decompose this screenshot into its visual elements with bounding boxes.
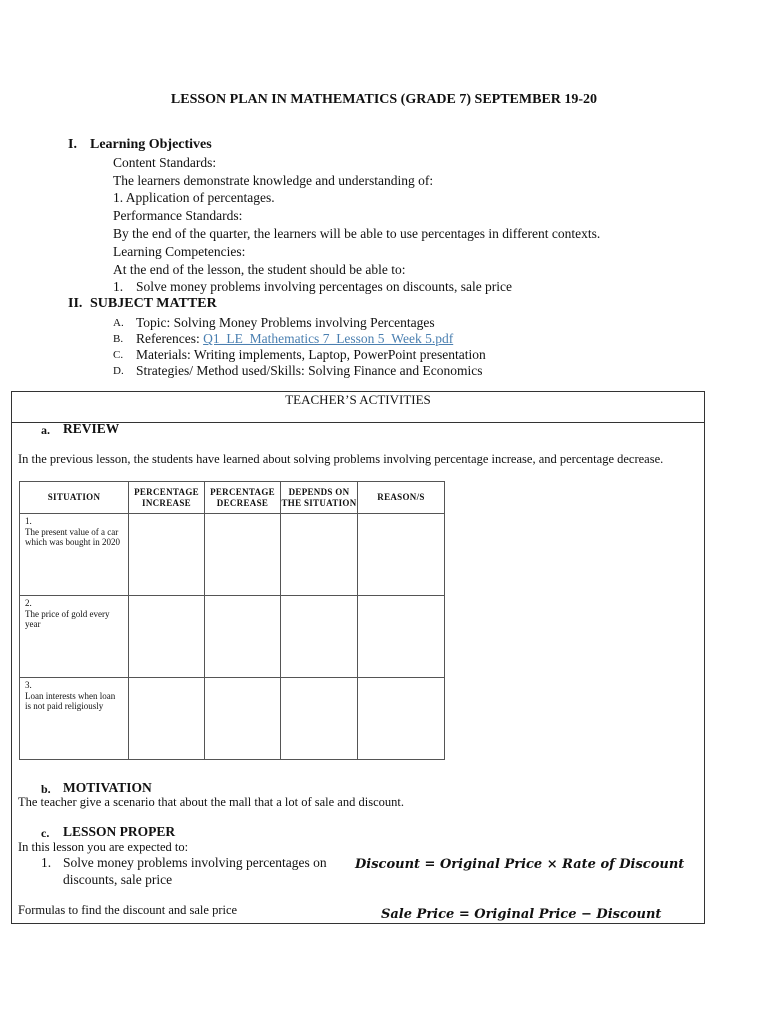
subject-item-references — [136, 331, 453, 347]
situation-cell — [20, 678, 129, 760]
objective-line: Performance Standards: — [113, 208, 243, 223]
table-row — [20, 596, 445, 678]
answer-cell[interactable] — [129, 514, 205, 596]
answer-cell[interactable] — [281, 596, 358, 678]
objective-line: 1. Application of percentages. — [113, 190, 275, 205]
objective-line: The learners demonstrate knowledge and understanding of: — [113, 173, 434, 188]
answer-cell[interactable] — [358, 678, 445, 760]
column-header-percentage-decrease: PERCENTAGE DECREASE — [205, 482, 281, 514]
situation-text: The present value of a car which was bought in 2020 — [25, 526, 120, 547]
review-table — [19, 481, 445, 760]
column-header-situation: SITUATION — [20, 482, 129, 514]
answer-cell[interactable] — [281, 678, 358, 760]
references-label: References: — [136, 331, 204, 346]
row-number: 3. — [25, 680, 32, 690]
situation-cell — [20, 514, 129, 596]
subject-item-letter: B. — [113, 333, 124, 345]
discount-formula: Discount = Original Price × Rate of Discount — [355, 857, 685, 872]
objective-line: At the end of the lesson, the student should be able to: — [113, 262, 406, 277]
motivation-heading: MOTIVATION — [63, 780, 152, 795]
lesson-item-line: Solve money problems involving percentages on — [63, 855, 327, 870]
document-title: LESSON PLAN IN MATHEMATICS (GRADE 7) SEPTEMBER 19-20 — [170, 92, 598, 107]
answer-cell[interactable] — [205, 514, 281, 596]
section-1-heading: Learning Objectives — [90, 137, 212, 152]
motivation-letter: b. — [41, 782, 51, 796]
table-row — [20, 678, 445, 760]
references-link[interactable]: Q1_LE_Mathematics 7_Lesson 5_Week 5.pdf — [203, 331, 454, 346]
sale-price-formula: Sale Price = Original Price − Discount — [381, 907, 662, 922]
objective-line: Content Standards: — [113, 155, 217, 170]
motivation-text: The teacher give a scenario that about the mall that a lot of sale and discount. — [18, 795, 404, 809]
lesson-proper-letter: c. — [41, 826, 50, 840]
subject-item-materials: Materials: Writing implements, Laptop, PowerPoint presentation — [136, 347, 486, 362]
subject-item-letter: C. — [113, 349, 124, 361]
answer-cell[interactable] — [281, 514, 358, 596]
column-header-reasons: REASON/S — [358, 482, 445, 514]
situation-cell — [20, 596, 129, 678]
activities-header: TEACHER’S ACTIVITIES — [11, 391, 705, 423]
subject-item-strategies: Strategies/ Method used/Skills: Solving Finance and Economics — [136, 363, 483, 378]
objective-line: By the end of the quarter, the learners will be able to use percentages in different contexts. — [113, 226, 601, 241]
competency-text: Solve money problems involving percentages on discounts, sale price — [136, 279, 513, 294]
row-number: 2. — [25, 598, 32, 608]
section-2-number: II. — [68, 296, 83, 311]
row-number: 1. — [25, 516, 32, 526]
answer-cell[interactable] — [129, 596, 205, 678]
review-letter: a. — [41, 423, 50, 437]
subject-item-letter: A. — [113, 317, 124, 329]
column-header-depends: DEPENDS ON THE SITUATION — [281, 482, 358, 514]
competency-number: 1. — [113, 279, 124, 294]
subject-item-topic: Topic: Solving Money Problems involving Percentages — [136, 315, 435, 330]
lesson-item-line: discounts, sale price — [63, 872, 173, 887]
lesson-proper-intro: In this lesson you are expected to: — [18, 840, 189, 854]
answer-cell[interactable] — [205, 678, 281, 760]
subject-item-letter: D. — [113, 365, 124, 377]
table-row — [20, 514, 445, 596]
formulas-label: Formulas to find the discount and sale price — [18, 903, 238, 917]
objective-line: Learning Competencies: — [113, 244, 246, 259]
situation-text: The price of gold every year — [25, 608, 110, 629]
review-text: In the previous lesson, the students have learned about solving problems involving percentage increase, and percentage decrease. — [18, 452, 664, 466]
section-1-number: I. — [68, 137, 77, 152]
answer-cell[interactable] — [358, 514, 445, 596]
review-heading: REVIEW — [63, 421, 120, 436]
answer-cell[interactable] — [205, 596, 281, 678]
section-2-heading: SUBJECT MATTER — [90, 296, 217, 311]
situation-text: Loan interests when loan is not paid religiously — [25, 690, 116, 711]
column-header-percentage-increase: PERCENTAGE INCREASE — [129, 482, 205, 514]
lesson-proper-heading: LESSON PROPER — [63, 824, 176, 839]
lesson-item-number: 1. — [41, 855, 52, 870]
answer-cell[interactable] — [358, 596, 445, 678]
answer-cell[interactable] — [129, 678, 205, 760]
